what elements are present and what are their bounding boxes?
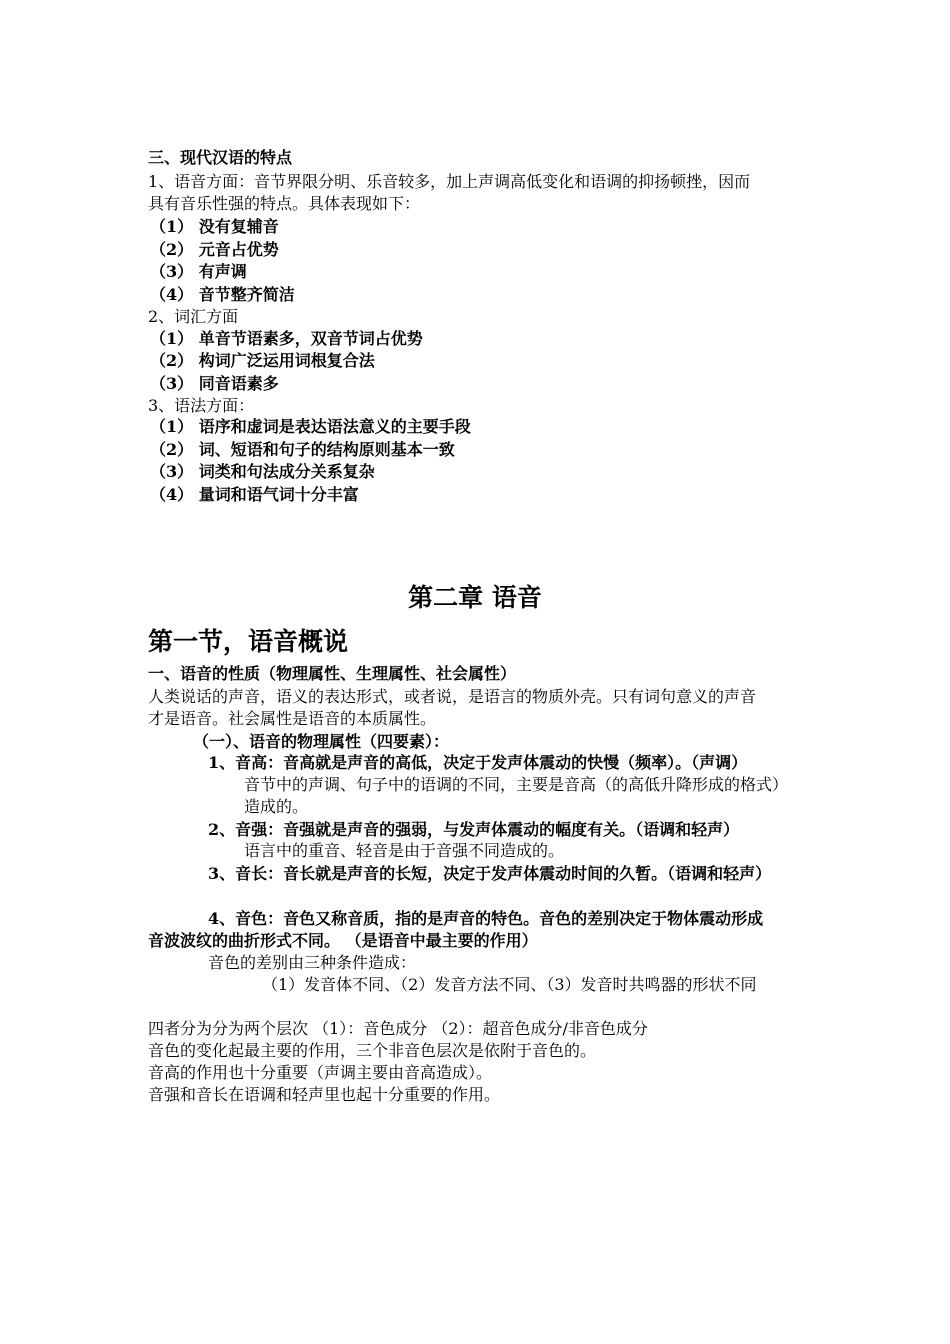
list-item-phonetics: （1） 没有复辅音 [150, 217, 279, 236]
pitch-note-line2: 造成的。 [244, 797, 309, 816]
timbre-item-line1: 4、音色：音色又称音质，指的是声音的特色。音色的差别决定于物体震动形成 [208, 909, 764, 928]
pitch-item: 1、音高：音高就是声音的高低，决定于发声体震动的快慢（频率）。（声调） [208, 753, 748, 772]
summary-line: 音色的变化起最主要的作用，三个非音色层次是依附于音色的。 [148, 1041, 597, 1060]
intensity-note: 语言中的重音、轻音是由于音强不同造成的。 [244, 841, 565, 860]
grammar-heading: 3、语法方面： [148, 396, 255, 415]
pitch-note-line1: 音节中的声调、句子中的语调的不同，主要是音高（的高低升降形成的格式） [244, 775, 789, 794]
list-item-vocab: （1） 单音节语素多，双音节词占优势 [150, 329, 423, 348]
list-item-phonetics: （3） 有声调 [150, 262, 247, 281]
chapter-title: 第二章 语音 [408, 583, 542, 612]
timbre-note: 音色的差别由三种条件造成： [208, 953, 417, 972]
nature-paragraph-line2: 才是语音。社会属性是语音的本质属性。 [148, 709, 437, 728]
phonetics-intro-line2: 具有音乐性强的特点。具体表现如下： [148, 194, 421, 213]
section-title: 第一节，语音概说 [148, 627, 349, 656]
list-item-grammar: （3） 词类和句法成分关系复杂 [150, 462, 375, 481]
length-item: 3、音长：音长就是声音的长短，决定于发声体震动时间的久暂。（语调和轻声） [208, 864, 772, 883]
nature-paragraph-line1: 人类说话的声音，语义的表达形式，或者说，是语言的物质外壳。只有词句意义的声音 [148, 687, 757, 706]
list-item-grammar: （2） 词、短语和句子的结构原则基本一致 [150, 440, 455, 459]
timbre-conditions: （1）发音体不同、（2）发音方法不同、（3）发音时共鸣器的形状不同 [262, 975, 757, 994]
vocab-heading: 2、词汇方面 [148, 307, 239, 326]
list-item-vocab: （3） 同音语素多 [150, 374, 279, 393]
list-item-grammar: （1） 语序和虚词是表达语法意义的主要手段 [150, 417, 471, 436]
list-item-grammar: （4） 量词和语气词十分丰富 [150, 485, 359, 504]
physical-attributes-heading: （一）、语音的物理属性（四要素）： [193, 732, 450, 751]
list-item-phonetics: （4） 音节整齐简洁 [150, 285, 295, 304]
intensity-item: 2、音强：音强就是声音的强弱，与发声体震动的幅度有关。（语调和轻声） [208, 820, 740, 839]
timbre-item-line2: 音波波纹的曲折形式不同。 （是语音中最主要的作用） [148, 931, 538, 950]
nature-heading: 一、语音的性质（物理属性、生理属性、社会属性） [148, 664, 517, 683]
summary-line: 音高的作用也十分重要（声调主要由音高造成）。 [148, 1063, 493, 1082]
phonetics-intro-line1: 1、语音方面：音节界限分明、乐音较多，加上声调高低变化和语调的抑扬顿挫，因而 [148, 172, 751, 191]
summary-line: 四者分为分为两个层次 （1）：音色成分 （2）：超音色成分/非音色成分 [148, 1019, 648, 1038]
list-item-vocab: （2） 构词广泛运用词根复合法 [150, 351, 375, 370]
summary-line: 音强和音长在语调和轻声里也起十分重要的作用。 [148, 1085, 501, 1104]
part3-heading: 三、现代汉语的特点 [148, 148, 293, 167]
list-item-phonetics: （2） 元音占优势 [150, 240, 279, 259]
